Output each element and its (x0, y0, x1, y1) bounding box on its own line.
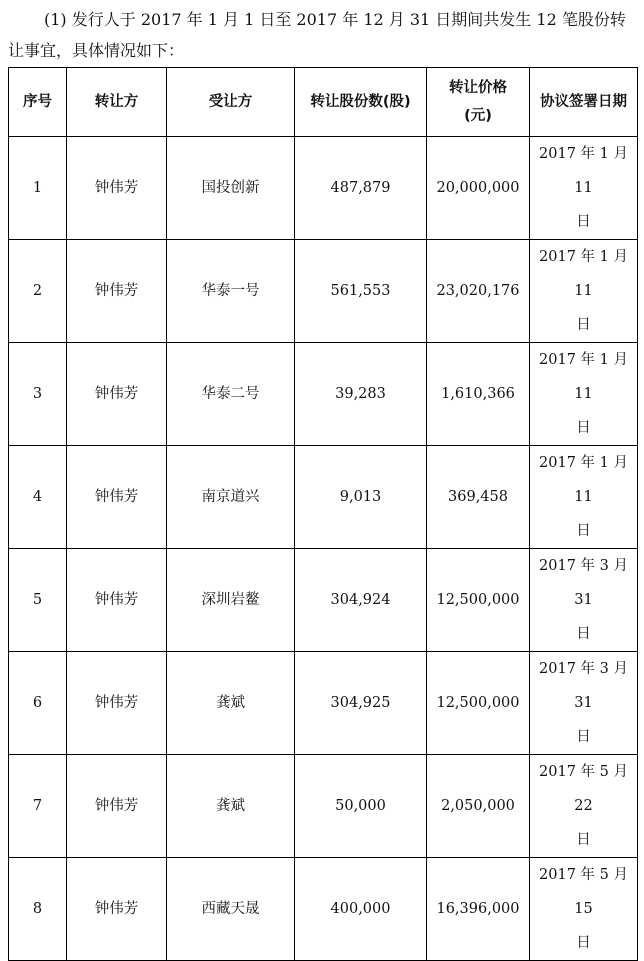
table-row (9, 343, 638, 446)
header-price-line2: (元) (464, 108, 492, 124)
cell-date (530, 343, 638, 446)
cell-transferor: 钟伟芳 (67, 240, 167, 343)
cell-date (530, 137, 638, 240)
table-row (9, 858, 638, 961)
cell-transferee: 华泰二号 (167, 343, 295, 446)
cell-transferor: 钟伟芳 (67, 549, 167, 652)
cell-date-line1: 2017 年 1 月 11 (539, 352, 628, 402)
cell-date (530, 755, 638, 858)
cell-price: 1,610,366 (427, 343, 530, 446)
table-row (9, 652, 638, 755)
share-transfer-table (8, 67, 638, 961)
cell-shares: 304,924 (295, 549, 427, 652)
cell-date (530, 858, 638, 961)
cell-shares: 39,283 (295, 343, 427, 446)
cell-date-line1: 2017 年 3 月 31 (539, 661, 628, 711)
cell-date-line1: 2017 年 1 月 11 (539, 146, 628, 196)
cell-seq: 7 (9, 755, 67, 858)
cell-shares: 304,925 (295, 652, 427, 755)
cell-date-line2: 日 (576, 832, 591, 848)
cell-shares: 487,879 (295, 137, 427, 240)
cell-seq: 3 (9, 343, 67, 446)
cell-shares: 9,013 (295, 446, 427, 549)
cell-seq: 5 (9, 549, 67, 652)
header-shares: 转让股份数(股) (295, 68, 427, 137)
cell-transferee: 国投创新 (167, 137, 295, 240)
cell-date-line2: 日 (576, 317, 591, 333)
cell-seq: 8 (9, 858, 67, 961)
cell-transferee: 深圳岩鳌 (167, 549, 295, 652)
table-row (9, 755, 638, 858)
cell-transferee: 西藏天晟 (167, 858, 295, 961)
intro-line-1: (1) 发行人于 2017 年 1 月 1 日至 2017 年 12 月 31 日期间共发生 12 笔股份转 (44, 10, 626, 29)
cell-transferor: 钟伟芳 (67, 343, 167, 446)
cell-transferee: 龚斌 (167, 652, 295, 755)
cell-date-line2: 日 (576, 214, 591, 230)
cell-date (530, 549, 638, 652)
cell-date-line1: 2017 年 5 月 22 (539, 764, 628, 814)
cell-price: 20,000,000 (427, 137, 530, 240)
cell-seq: 4 (9, 446, 67, 549)
cell-date-line2: 日 (576, 729, 591, 745)
cell-price: 16,396,000 (427, 858, 530, 961)
cell-date (530, 446, 638, 549)
cell-price: 12,500,000 (427, 652, 530, 755)
header-price (427, 68, 530, 137)
cell-date-line1: 2017 年 1 月 11 (539, 455, 628, 505)
cell-date-line2: 日 (576, 420, 591, 436)
table-row (9, 446, 638, 549)
cell-seq: 6 (9, 652, 67, 755)
cell-price: 2,050,000 (427, 755, 530, 858)
table-row (9, 549, 638, 652)
cell-date-line1: 2017 年 5 月 15 (539, 867, 628, 917)
cell-price: 23,020,176 (427, 240, 530, 343)
cell-transferor: 钟伟芳 (67, 858, 167, 961)
table-header-row (9, 68, 638, 137)
cell-date-line2: 日 (576, 523, 591, 539)
cell-transferor: 钟伟芳 (67, 755, 167, 858)
cell-price: 12,500,000 (427, 549, 530, 652)
cell-transferor: 钟伟芳 (67, 137, 167, 240)
cell-transferee: 龚斌 (167, 755, 295, 858)
cell-date-line2: 日 (576, 935, 591, 951)
header-transferor: 转让方 (67, 68, 167, 137)
cell-transferee: 南京道兴 (167, 446, 295, 549)
cell-date-line2: 日 (576, 626, 591, 642)
cell-transferor: 钟伟芳 (67, 652, 167, 755)
cell-transferor: 钟伟芳 (67, 446, 167, 549)
intro-line-2: 让事宜，具体情况如下： (8, 41, 185, 60)
cell-shares: 561,553 (295, 240, 427, 343)
header-transferee: 受让方 (167, 68, 295, 137)
cell-shares: 400,000 (295, 858, 427, 961)
table-row (9, 137, 638, 240)
cell-date (530, 652, 638, 755)
cell-date-line1: 2017 年 1 月 11 (539, 249, 628, 299)
cell-seq: 1 (9, 137, 67, 240)
header-seq: 序号 (9, 68, 67, 137)
header-price-line1: 转让价格 (449, 80, 507, 96)
header-date: 协议签署日期 (530, 68, 638, 137)
table-row (9, 240, 638, 343)
cell-date-line1: 2017 年 3 月 31 (539, 558, 628, 608)
cell-seq: 2 (9, 240, 67, 343)
cell-date (530, 240, 638, 343)
cell-price: 369,458 (427, 446, 530, 549)
cell-shares: 50,000 (295, 755, 427, 858)
cell-transferee: 华泰一号 (167, 240, 295, 343)
